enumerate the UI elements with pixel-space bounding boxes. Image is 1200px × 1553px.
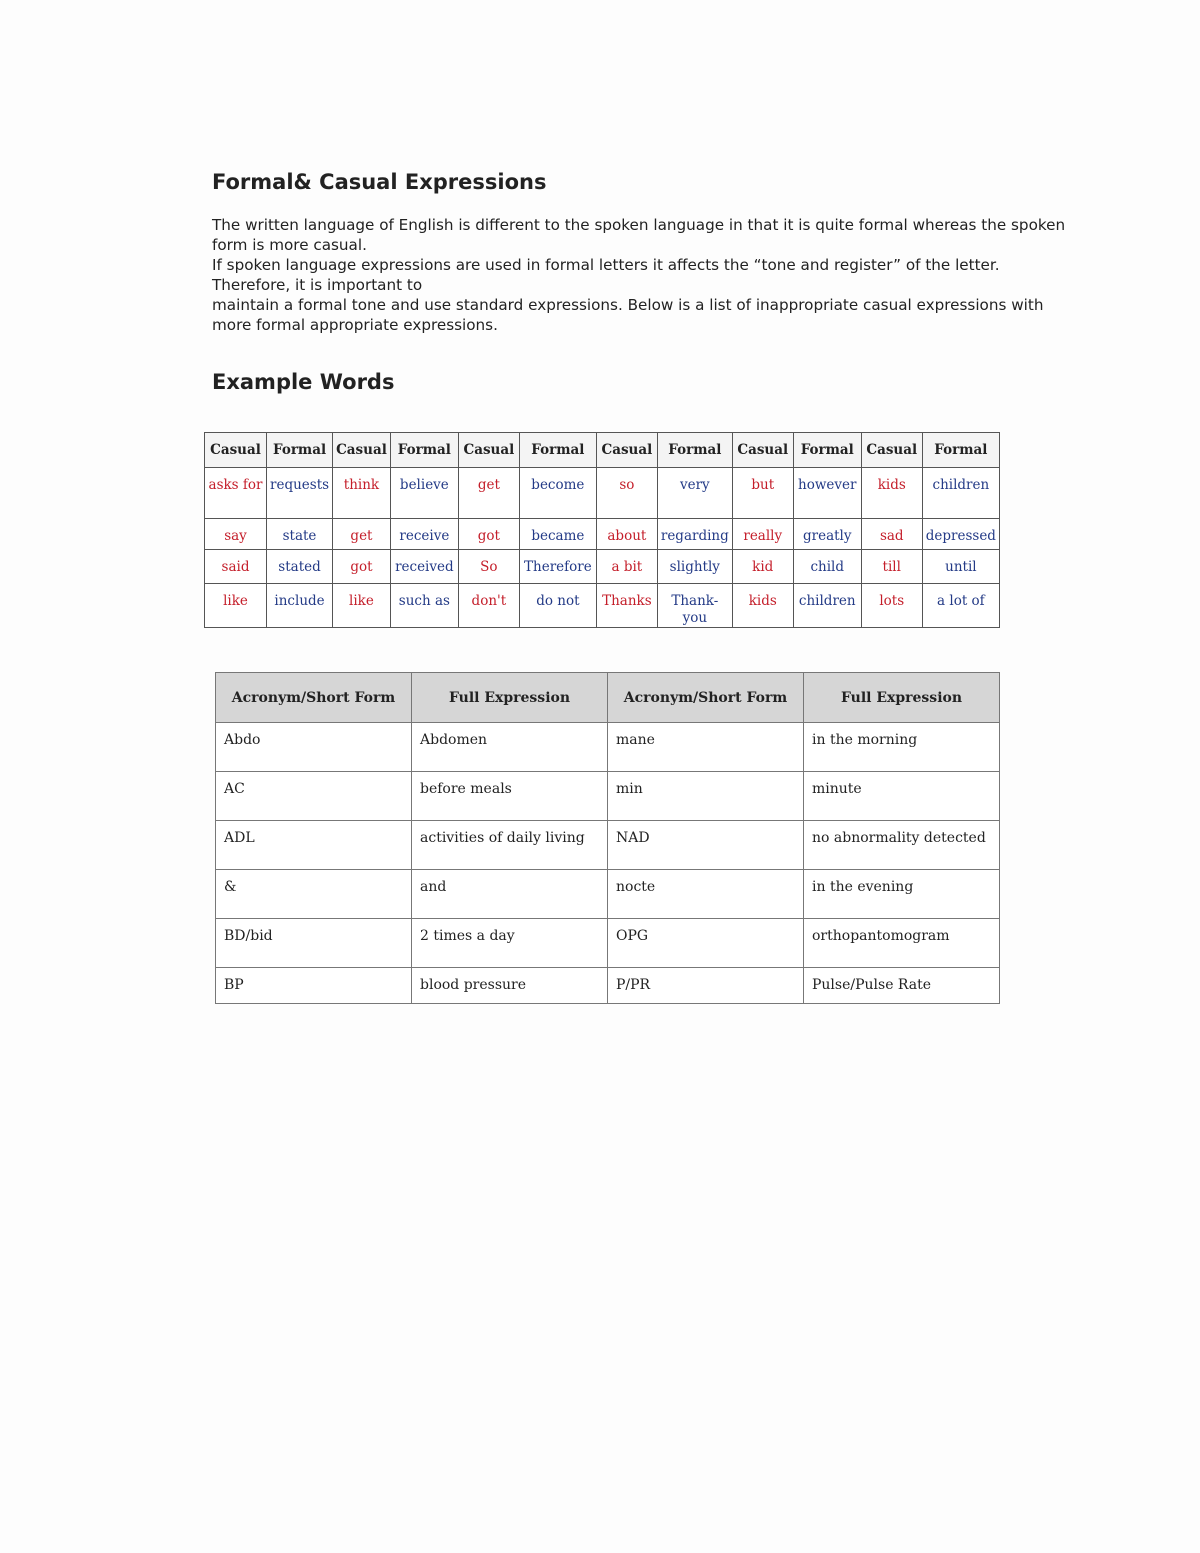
expression-cell: Pulse/Pulse Rate xyxy=(804,968,1000,1004)
acronym-cell: P/PR xyxy=(608,968,804,1004)
intro-paragraph xyxy=(212,215,1082,335)
casual-word: sad xyxy=(861,519,922,550)
casual-word: don't xyxy=(458,584,519,628)
casual-word: think xyxy=(333,468,391,519)
words-header-cell: Formal xyxy=(922,433,999,468)
casual-word: got xyxy=(458,519,519,550)
casual-word: about xyxy=(596,519,657,550)
acronym-cell: OPG xyxy=(608,919,804,968)
words-header-cell: Casual xyxy=(333,433,391,468)
casual-word: get xyxy=(458,468,519,519)
casual-word: kids xyxy=(861,468,922,519)
table-row xyxy=(205,519,1000,550)
formal-word: children xyxy=(922,468,999,519)
formal-word: depressed xyxy=(922,519,999,550)
table-row xyxy=(216,870,1000,919)
formal-word: child xyxy=(793,550,861,584)
words-header-cell: Casual xyxy=(205,433,267,468)
acronym-cell: NAD xyxy=(608,821,804,870)
words-header-cell: Formal xyxy=(793,433,861,468)
words-header-cell: Formal xyxy=(390,433,458,468)
table-row xyxy=(216,723,1000,772)
casual-word: like xyxy=(205,584,267,628)
formal-word: do not xyxy=(519,584,596,628)
casual-word: a bit xyxy=(596,550,657,584)
formal-word: received xyxy=(390,550,458,584)
casual-word: say xyxy=(205,519,267,550)
table-row xyxy=(216,821,1000,870)
formal-word: believe xyxy=(390,468,458,519)
page-title: Formal& Casual Expressions xyxy=(212,170,547,194)
table-row xyxy=(205,584,1000,628)
formal-word: became xyxy=(519,519,596,550)
casual-word: Thanks xyxy=(596,584,657,628)
expression-cell: orthopantomogram xyxy=(804,919,1000,968)
formal-word: until xyxy=(922,550,999,584)
expression-cell: minute xyxy=(804,772,1000,821)
casual-word: really xyxy=(732,519,793,550)
casual-word: got xyxy=(333,550,391,584)
intro-line-2: If spoken language expressions are used in formal letters it affects the “tone and register” of the letter. Therefore, it is important to xyxy=(212,256,1000,294)
casual-word: so xyxy=(596,468,657,519)
formal-word: become xyxy=(519,468,596,519)
casual-word: asks for xyxy=(205,468,267,519)
formal-word: children xyxy=(793,584,861,628)
formal-word: however xyxy=(793,468,861,519)
expression-cell: in the morning xyxy=(804,723,1000,772)
expression-cell: Abdomen xyxy=(412,723,608,772)
acronym-cell: mane xyxy=(608,723,804,772)
formal-word: requests xyxy=(267,468,333,519)
casual-word: but xyxy=(732,468,793,519)
casual-word: kids xyxy=(732,584,793,628)
table-row xyxy=(216,772,1000,821)
words-header-cell: Formal xyxy=(267,433,333,468)
table-row xyxy=(205,468,1000,519)
formal-word: state xyxy=(267,519,333,550)
table-row xyxy=(205,550,1000,584)
casual-word: till xyxy=(861,550,922,584)
acronym-cell: Abdo xyxy=(216,723,412,772)
words-header-cell: Formal xyxy=(657,433,732,468)
words-table-header-row xyxy=(205,433,1000,468)
formal-word: slightly xyxy=(657,550,732,584)
acronym-cell: BP xyxy=(216,968,412,1004)
acronym-table xyxy=(215,672,1000,1004)
acronym-cell: ADL xyxy=(216,821,412,870)
casual-word: said xyxy=(205,550,267,584)
formal-word: stated xyxy=(267,550,333,584)
formal-word: very xyxy=(657,468,732,519)
table-row xyxy=(216,968,1000,1004)
acronym-cell: min xyxy=(608,772,804,821)
expression-cell: activities of daily living xyxy=(412,821,608,870)
words-header-cell: Formal xyxy=(519,433,596,468)
acronym-cell: BD/bid xyxy=(216,919,412,968)
casual-word: get xyxy=(333,519,391,550)
acronym-header-row xyxy=(216,673,1000,723)
words-header-cell: Casual xyxy=(861,433,922,468)
formal-word: a lot of xyxy=(922,584,999,628)
example-words-heading: Example Words xyxy=(212,370,395,394)
intro-line-1: The written language of English is different to the spoken language in that it is quite formal whereas the spoken form is more casual. xyxy=(212,216,1066,254)
table-row xyxy=(216,919,1000,968)
acronym-cell: nocte xyxy=(608,870,804,919)
expression-cell: 2 times a day xyxy=(412,919,608,968)
expression-cell: and xyxy=(412,870,608,919)
expression-cell: blood pressure xyxy=(412,968,608,1004)
formal-word: include xyxy=(267,584,333,628)
expression-cell: no abnormality detected xyxy=(804,821,1000,870)
casual-word: lots xyxy=(861,584,922,628)
acronym-cell: AC xyxy=(216,772,412,821)
casual-word: So xyxy=(458,550,519,584)
formal-word: Therefore xyxy=(519,550,596,584)
expression-cell: before meals xyxy=(412,772,608,821)
example-words-table xyxy=(204,432,1000,628)
words-header-cell: Casual xyxy=(458,433,519,468)
words-header-cell: Casual xyxy=(732,433,793,468)
formal-word: such as xyxy=(390,584,458,628)
acronym-header-cell: Acronym/Short Form xyxy=(608,673,804,723)
acronym-cell: & xyxy=(216,870,412,919)
casual-word: kid xyxy=(732,550,793,584)
acronym-header-cell: Full Expression xyxy=(412,673,608,723)
formal-word: greatly xyxy=(793,519,861,550)
casual-word: like xyxy=(333,584,391,628)
formal-word: regarding xyxy=(657,519,732,550)
formal-word: receive xyxy=(390,519,458,550)
words-header-cell: Casual xyxy=(596,433,657,468)
intro-line-3: maintain a formal tone and use standard expressions. Below is a list of inappropriate casual expressions with more formal appropriate expressions. xyxy=(212,296,1044,334)
acronym-header-cell: Acronym/Short Form xyxy=(216,673,412,723)
acronym-header-cell: Full Expression xyxy=(804,673,1000,723)
expression-cell: in the evening xyxy=(804,870,1000,919)
formal-word: Thank-you xyxy=(657,584,732,628)
